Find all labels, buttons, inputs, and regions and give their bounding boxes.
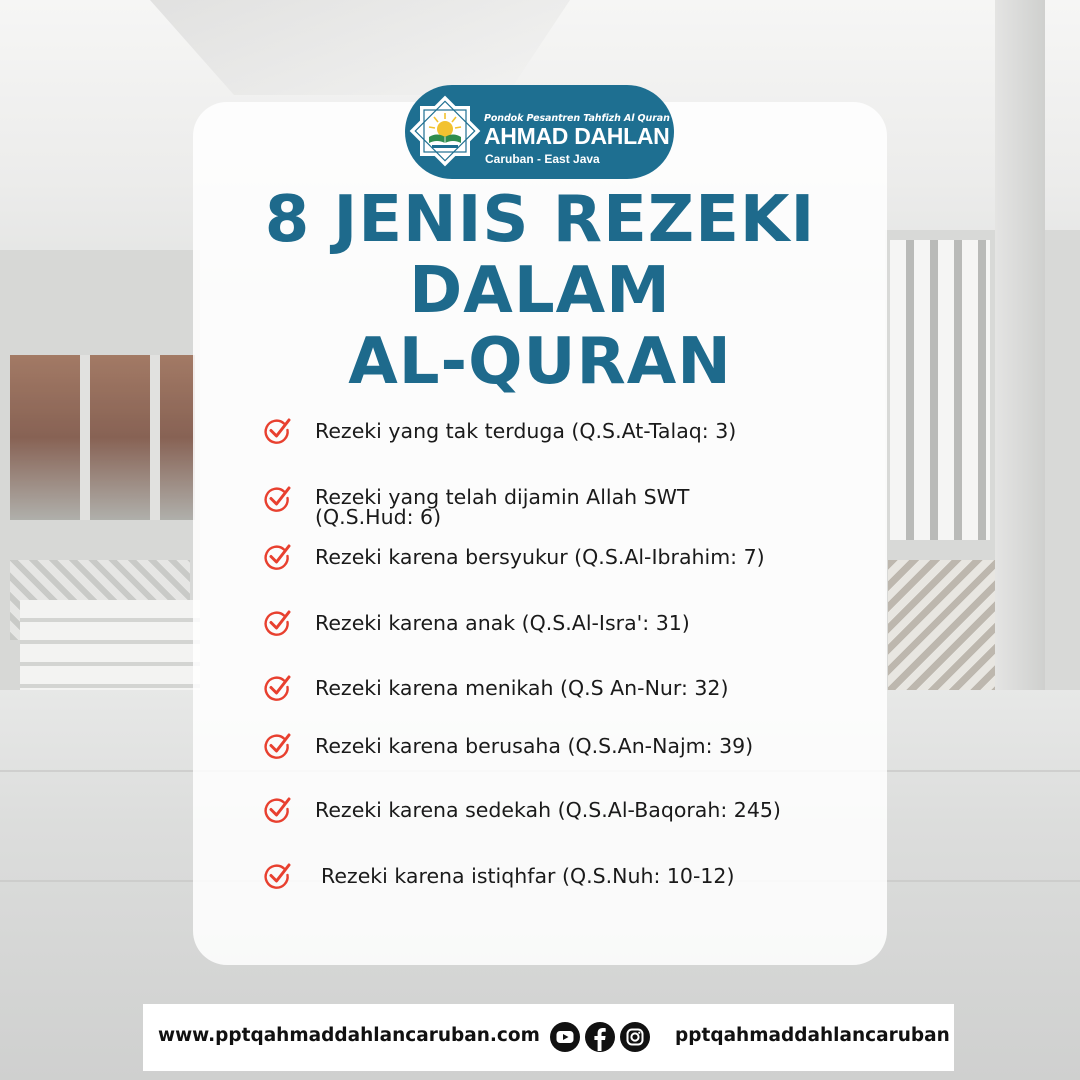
red-check-circle-icon — [262, 673, 292, 703]
facebook-icon[interactable] — [584, 1021, 616, 1053]
youtube-icon[interactable] — [549, 1021, 581, 1053]
list-item-text: Rezeki karena berusaha (Q.S.An-Najm: 39) — [315, 734, 754, 758]
bg-left-window — [10, 355, 195, 520]
social-handle[interactable]: pptqahmaddahlancaruban — [675, 1025, 950, 1046]
red-check-circle-icon — [262, 795, 292, 825]
list-item-text: Rezeki karena menikah (Q.S An-Nur: 32) — [315, 676, 729, 700]
logo-name: AHMAD DAHLAN — [484, 123, 670, 149]
social-icons — [549, 1021, 651, 1055]
title-line: AL-QURAN — [348, 325, 732, 399]
instagram-icon[interactable] — [619, 1021, 651, 1053]
bg-right-window — [890, 240, 990, 540]
page-title — [193, 185, 887, 398]
title-line: 8 JENIS REZEKI — [264, 183, 816, 257]
list-item-text: Rezeki karena bersyukur (Q.S.Al-Ibrahim: 7) — [315, 545, 765, 569]
list-item-text: Rezeki yang tak terduga (Q.S.At-Talaq: 3) — [315, 419, 737, 443]
website-link[interactable]: www.pptqahmaddahlancaruban.com — [158, 1025, 540, 1046]
list-item-text: Rezeki karena anak (Q.S.Al-Isra': 31) — [315, 611, 690, 635]
list-item-text: Rezeki karena sedekah (Q.S.Al-Baqorah: 245) — [315, 798, 781, 822]
logo-subtitle: Pondok Pesantren Tahfizh Al Quran — [484, 113, 670, 124]
mosque-book-emblem-icon — [409, 95, 481, 167]
red-check-circle-icon — [262, 484, 292, 514]
logo-badge — [405, 85, 674, 179]
bg-right-column — [995, 0, 1045, 760]
red-check-circle-icon — [262, 542, 292, 572]
logo-location: Caruban - East Java — [485, 152, 600, 166]
red-check-circle-icon — [262, 731, 292, 761]
footer-bar — [143, 1004, 954, 1071]
red-check-circle-icon — [262, 861, 292, 891]
red-check-circle-icon — [262, 608, 292, 638]
list-item-text: Rezeki yang telah dijamin Allah SWT (Q.S.Hud: 6) — [315, 485, 690, 529]
red-check-circle-icon — [262, 416, 292, 446]
title-line: DALAM — [409, 254, 671, 328]
list-item-text: Rezeki karena istiqhfar (Q.S.Nuh: 10-12) — [321, 864, 735, 888]
